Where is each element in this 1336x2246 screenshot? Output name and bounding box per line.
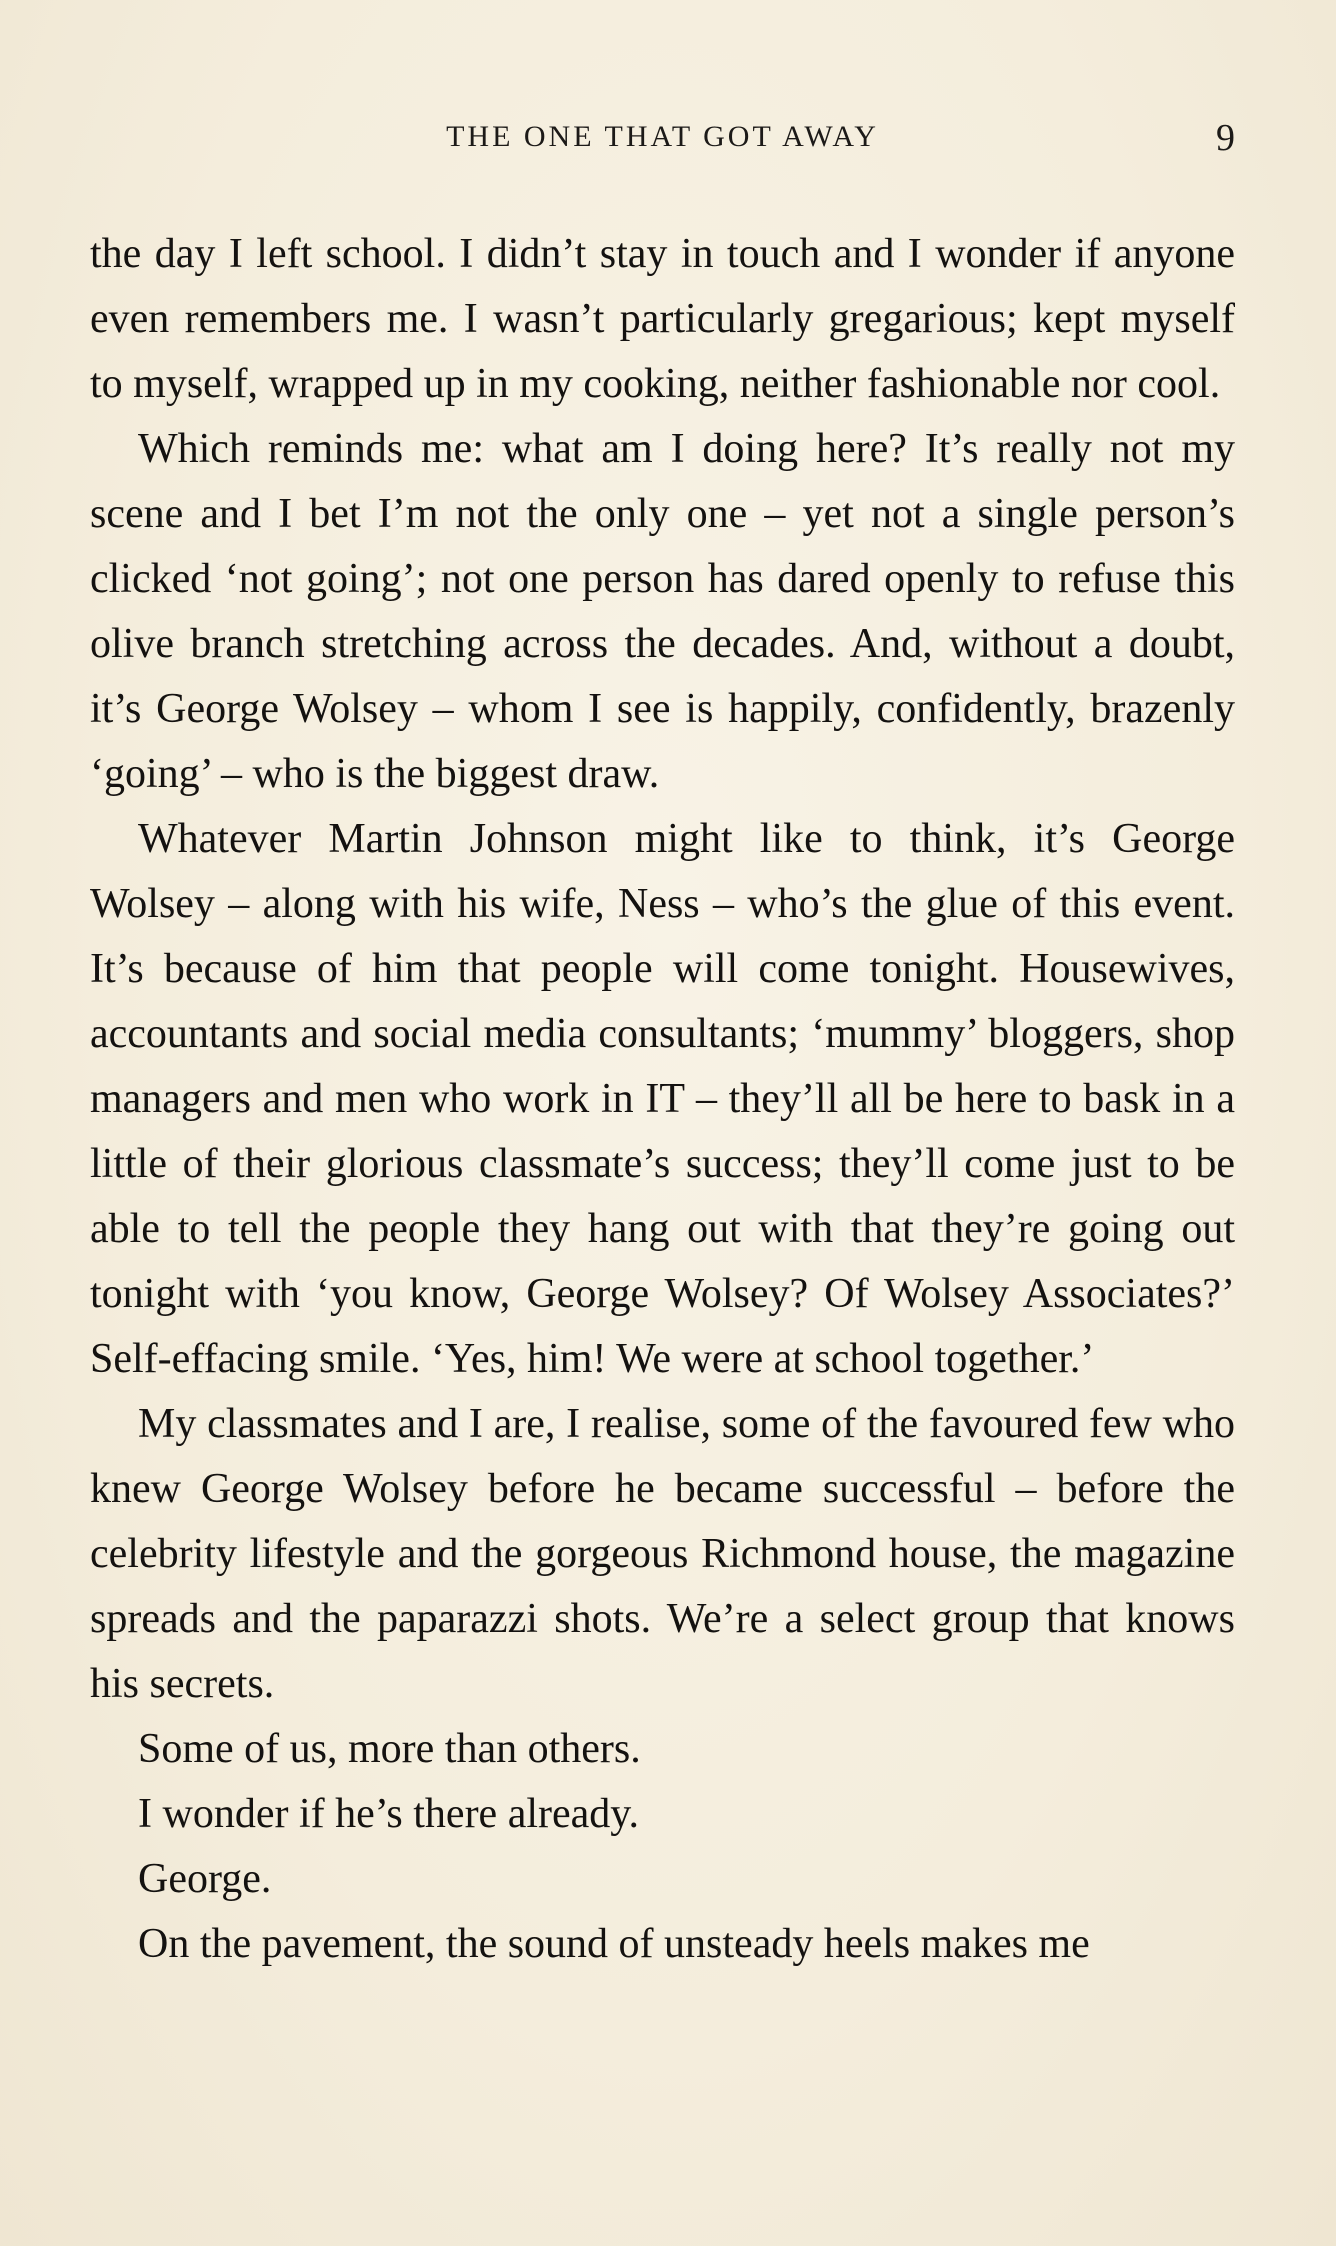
running-title: THE ONE THAT GOT AWAY: [446, 120, 879, 153]
page-number: 9: [1216, 117, 1235, 159]
paragraph: George.: [138, 1856, 272, 1902]
paragraph-continuation: the day I left school. I didn’t stay in touch and I wonder if anyone even remembers me. I wasn’t particularly gregarious; kept myself to myself, wrapped up in my cooking, neither fashionable nor cool.: [90, 231, 1235, 407]
paragraph: I wonder if he’s there already.: [138, 1791, 640, 1837]
paragraph: Which reminds me: what am I doing here? It’s really not my scene and I bet I’m not the only one – yet not a single person’s clicked ‘not going’; not one person has dared openly to refuse this olive branch stretching across the decades. And, without a doubt, it’s George Wolsey – whom I see is happily, confidently, brazenly ‘going’ – who is the biggest draw.: [90, 426, 1235, 797]
paragraph: On the pavement, the sound of unsteady heels makes me: [138, 1921, 1090, 1967]
paragraph: Some of us, more than others.: [138, 1726, 641, 1772]
body-text: [90, 222, 1235, 1977]
paragraph: Whatever Martin Johnson might like to think, it’s George Wolsey – along with his wife, Ness – who’s the glue of this event. It’s because of him that people will come tonight. Housewives, accountants and social media consultants; ‘mummy’ bloggers, shop managers and men who work in IT – they’ll all be here to bask in a little of their glorious classmate’s success; they’ll come just to be able to tell the people they hang out with that they’re going out tonight with ‘you know, George Wolsey? Of Wolsey Associates?’ Self-effacing smile. ‘Yes, him! We were at school together.’: [90, 816, 1235, 1382]
running-head: [90, 116, 1235, 160]
paragraph: My classmates and I are, I realise, some of the favoured few who knew George Wolsey before he became successful – before the celebrity lifestyle and the gorgeous Richmond house, the magazine spreads and the paparazzi shots. We’re a select group that knows his secrets.: [90, 1401, 1235, 1707]
